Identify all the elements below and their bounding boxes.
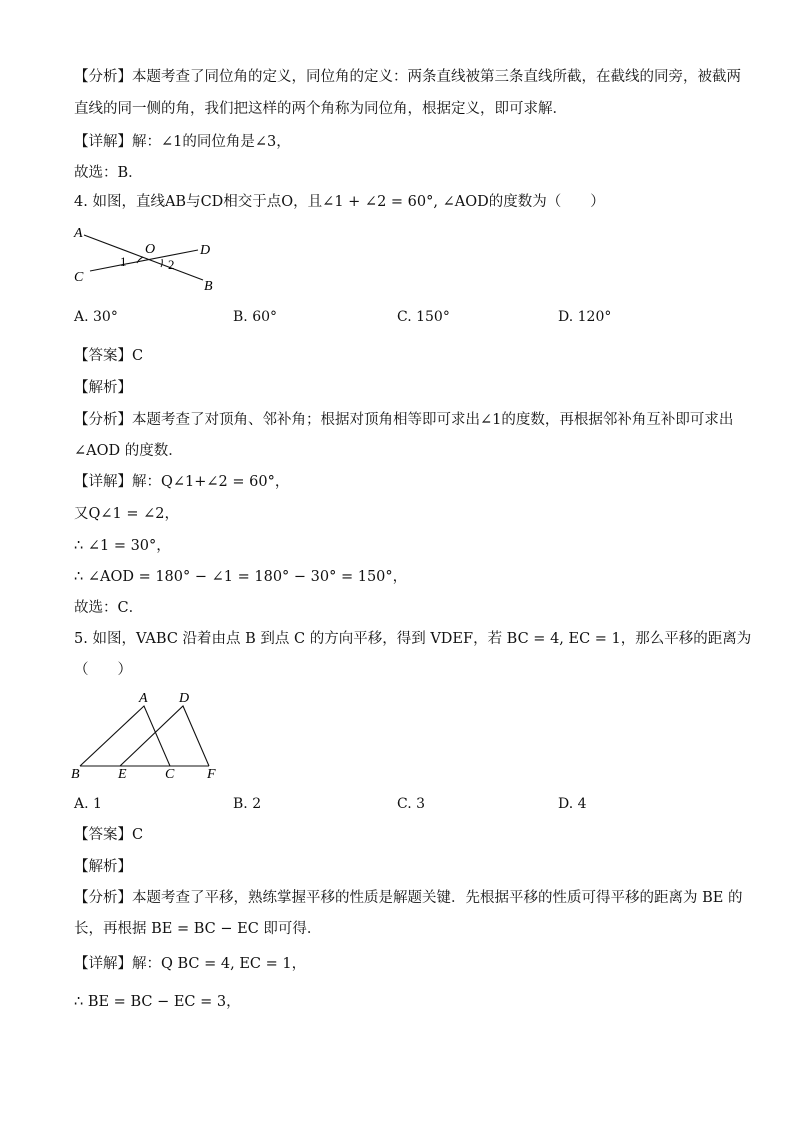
q5-detail-1: 【详解】解：Q BC = 4, EC = 1，: [74, 956, 307, 972]
q5-label-b: B: [71, 767, 80, 782]
q4-label-a: A: [74, 226, 83, 241]
q5-detail-2: ∴ BE = BC − EC = 3，: [74, 994, 241, 1010]
q5-figure: [66, 690, 226, 782]
q4-detail-4: ∴ ∠AOD = 180° − ∠1 = 180° − 30° = 150°，: [74, 569, 408, 585]
q4-analysis-1: 【分析】本题考查了对顶角、邻补角；根据对顶角相等即可求出∠1的度数，再根据邻补角互补即可求出: [74, 412, 734, 428]
q4-angle-2: 2: [168, 257, 175, 272]
q4-detail-2: 又Q∠1 = ∠2，: [74, 506, 180, 522]
q4-analysis-2: ∠AOD 的度数．: [74, 443, 183, 459]
q4-detail-3: ∴ ∠1 = 30°，: [74, 538, 171, 554]
q5-label-f: F: [207, 767, 216, 782]
q4-label-d: D: [200, 243, 211, 258]
q4-detail-1: 【详解】解：Q∠1+∠2 = 60°，: [74, 474, 290, 490]
q5-option-c: C. 3: [397, 796, 426, 812]
q5-option-a: A. 1: [74, 796, 102, 812]
q4-option-d: D. 120°: [558, 309, 612, 325]
q4-answer: 【答案】C: [74, 348, 144, 364]
q5-option-b: B. 2: [233, 796, 262, 812]
choice-line: 故选：B．: [74, 165, 143, 181]
q5-answer: 【答案】C: [74, 827, 144, 843]
q5-label-d: D: [179, 691, 190, 706]
analysis-line-2: 直线的同一侧的角，我们把这样的两个角称为同位角，根据定义，即可求解．: [74, 101, 567, 117]
q4-option-b: B. 60°: [233, 309, 278, 325]
analysis-line-1: 【分析】本题考查了同位角的定义，同位角的定义：两条直线被第三条直线所截，在截线的同旁，被截两: [74, 69, 741, 85]
q4-angle-1: 1: [120, 254, 127, 269]
q5-option-d: D. 4: [558, 796, 587, 812]
q5-jiexi: 【解析】: [74, 859, 132, 875]
q4-jiexi: 【解析】: [74, 380, 132, 396]
q4-figure: [70, 222, 230, 294]
q5-label-a: A: [139, 691, 148, 706]
q4-detail-5: 故选：C．: [74, 600, 144, 616]
q5-stem-2: （ ）: [74, 662, 132, 678]
q5-analysis-1: 【分析】本题考查了平移，熟练掌握平移的性质是解题关键．先根据平移的性质可得平移的距离为 BE 的: [74, 890, 743, 906]
q5-label-c: C: [165, 767, 175, 782]
q4-option-c: C. 150°: [397, 309, 450, 325]
q4-stem: 4. 如图，直线AB与CD相交于点O，且∠1 + ∠2 = 60°, ∠AOD的度数为（ ）: [74, 194, 605, 210]
q5-analysis-2: 长，再根据 BE = BC − EC 即可得．: [74, 921, 322, 937]
q4-option-a: A. 30°: [74, 309, 118, 325]
q5-label-e: E: [118, 767, 127, 782]
detail-line: 【详解】解：∠1的同位角是∠3，: [74, 134, 291, 150]
q4-label-b: B: [204, 279, 213, 294]
q5-stem-1: 5. 如图，VABC 沿着由点 B 到点 C 的方向平移，得到 VDEF，若 BC = 4, EC = 1，那么平移的距离为: [74, 631, 752, 647]
q4-label-c: C: [74, 270, 84, 285]
q4-label-o: O: [145, 242, 156, 257]
